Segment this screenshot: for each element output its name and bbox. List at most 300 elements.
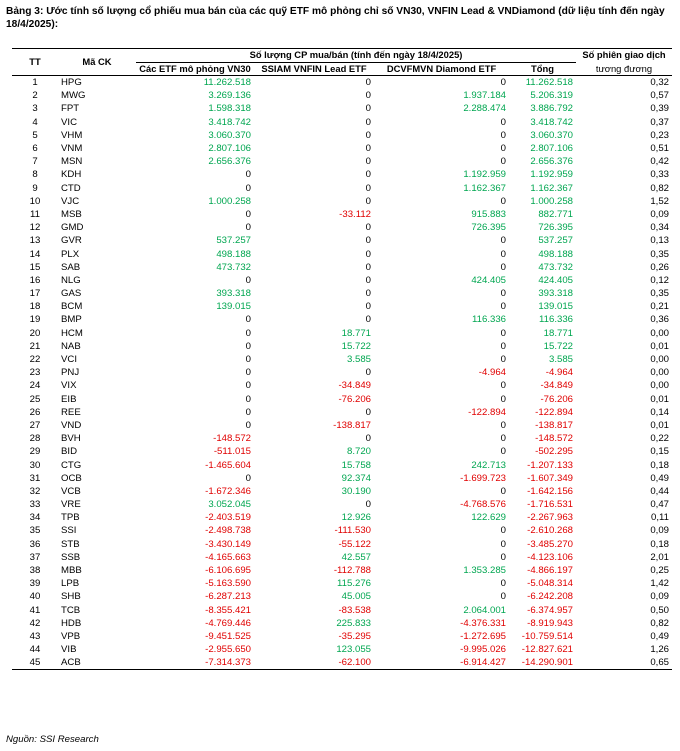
cell-tong: -10.759.514 [521, 630, 573, 642]
cell-tt: 23 [29, 367, 41, 379]
table-row [12, 393, 672, 406]
cell-sessions: 0,09 [650, 525, 669, 537]
cell-dcvfmvn: 0 [500, 591, 506, 603]
cell-ma-ck: CTG [61, 459, 82, 471]
table-row [12, 287, 672, 300]
header-tt: TT [12, 49, 58, 76]
table-row [12, 327, 672, 340]
cell-ssiam: 0 [365, 406, 371, 418]
cell-sessions: 0,26 [650, 261, 669, 273]
table-row [12, 485, 672, 498]
cell-tong: -1.642.156 [527, 485, 573, 497]
cell-dcvfmvn: 0 [500, 419, 506, 431]
table-row [12, 643, 672, 656]
cell-tong: -3.485.270 [527, 538, 573, 550]
cell-dcvfmvn: -122.894 [468, 406, 506, 418]
cell-ssiam: 0 [365, 182, 371, 194]
cell-tong: 3.060.370 [530, 129, 573, 141]
cell-dcvfmvn: 122.629 [471, 512, 506, 524]
cell-tong: 424.405 [538, 274, 573, 286]
cell-ma-ck: VCI [61, 354, 77, 366]
cell-tt: 30 [29, 459, 41, 471]
cell-dcvfmvn: 0 [500, 433, 506, 445]
cell-etf-vn30: -7.314.373 [136, 656, 254, 670]
cell-dcvfmvn: 0 [500, 393, 506, 405]
cell-ma-ck: VNM [61, 143, 83, 155]
cell-etf-vn30: 1.598.318 [208, 103, 251, 115]
cell-ma-ck: BID [61, 446, 77, 458]
cell-tt: 12 [29, 222, 41, 234]
cell-etf-vn30: 1.000.258 [208, 195, 251, 207]
cell-ma-ck: VRE [61, 499, 81, 511]
cell-ma-ck: VIB [61, 644, 77, 656]
table-row [12, 406, 672, 419]
cell-tt: 39 [29, 578, 41, 590]
cell-sessions: 0,35 [650, 288, 669, 300]
cell-dcvfmvn: 0 [500, 354, 506, 366]
cell-ma-ck: HDB [61, 617, 82, 629]
cell-etf-vn30: 537.257 [216, 235, 251, 247]
table-row [12, 129, 672, 142]
cell-tong: -8.919.943 [527, 617, 573, 629]
table-row [12, 300, 672, 313]
cell-ma-ck: MSN [61, 156, 83, 168]
cell-ma-ck: BVH [61, 433, 81, 445]
cell-etf-vn30: -2.498.738 [205, 525, 251, 537]
cell-ma-ck: MSB [61, 208, 82, 220]
cell-dcvfmvn: -4.964 [478, 367, 506, 379]
cell-sessions: 1,52 [650, 195, 669, 207]
cell-tt: 34 [29, 512, 41, 524]
cell-etf-vn30: -3.430.149 [205, 538, 251, 550]
cell-etf-vn30: 0 [245, 354, 251, 366]
etf-trading-table [12, 48, 672, 670]
table-row [12, 116, 672, 129]
cell-etf-vn30: 0 [245, 208, 251, 220]
cell-ssiam: 0 [365, 169, 371, 181]
cell-dcvfmvn: -9.995.026 [460, 644, 506, 656]
cell-etf-vn30: 3.418.742 [208, 116, 251, 128]
cell-sessions: 0,18 [650, 538, 669, 550]
cell-tong: -6.242.208 [527, 591, 573, 603]
cell-dcvfmvn: 0 [500, 327, 506, 339]
cell-ssiam: 0 [365, 367, 371, 379]
cell-ssiam: 18.771 [341, 327, 371, 339]
cell-ssiam: -33.112 [339, 208, 371, 220]
table-row [12, 577, 672, 590]
table-row [12, 89, 672, 102]
cell-tong: -148.572 [535, 433, 573, 445]
cell-ssiam: 0 [365, 433, 371, 445]
cell-tt: 38 [29, 565, 41, 577]
cell-sessions: 0,13 [650, 235, 669, 247]
cell-ssiam: 92.374 [341, 472, 371, 484]
header-ssiam: SSIAM VNFIN Lead ETF [254, 63, 374, 76]
cell-etf-vn30: 0 [245, 274, 251, 286]
cell-dcvfmvn: -4.376.331 [460, 617, 506, 629]
cell-ssiam: 0 [365, 103, 371, 115]
cell-ma-ck: VJC [61, 195, 80, 207]
cell-ssiam: 0 [365, 222, 371, 234]
cell-ssiam: 0 [365, 248, 371, 260]
cell-sessions: 0,47 [650, 499, 669, 511]
cell-tt: 1 [32, 77, 38, 89]
cell-sessions: 0,49 [650, 472, 669, 484]
cell-sessions: 0,00 [650, 380, 669, 392]
cell-dcvfmvn: 726.395 [471, 222, 506, 234]
table-row [12, 472, 672, 485]
cell-ma-ck: STB [61, 538, 80, 550]
cell-sessions: 0,12 [650, 274, 669, 286]
cell-sessions: 1,42 [650, 578, 669, 590]
table-row [12, 261, 672, 274]
cell-ma-ck: SAB [61, 261, 81, 273]
cell-tong: 473.732 [538, 261, 573, 273]
cell-dcvfmvn: 0 [500, 195, 506, 207]
cell-sessions: 0,50 [650, 604, 669, 616]
cell-sessions: 0,11 [651, 512, 669, 524]
cell-ssiam: 30.190 [341, 485, 371, 497]
table-row [12, 432, 672, 445]
cell-dcvfmvn: 1.353.285 [463, 565, 506, 577]
cell-sessions: 0,15 [650, 446, 669, 458]
cell-sessions: 0,35 [650, 248, 669, 260]
cell-dcvfmvn: 424.405 [471, 274, 506, 286]
cell-sessions: 0,23 [650, 129, 669, 141]
cell-etf-vn30: 3.052.045 [208, 499, 251, 511]
cell-ma-ck: TPB [61, 512, 80, 524]
table-body [12, 76, 672, 670]
cell-ssiam: 0 [365, 261, 371, 273]
cell-tong: 15.722 [543, 340, 573, 352]
cell-ma-ck: FPT [61, 103, 80, 115]
table-row [12, 538, 672, 551]
cell-ma-ck: SHB [61, 591, 81, 603]
cell-ssiam: 0 [365, 77, 371, 89]
table-row [12, 445, 672, 458]
cell-ma-ck: VIX [61, 380, 77, 392]
cell-ma-ck: GVR [61, 235, 82, 247]
cell-ssiam: 0 [365, 314, 371, 326]
cell-dcvfmvn: 0 [500, 538, 506, 550]
cell-tt: 43 [29, 630, 41, 642]
table-row [12, 182, 672, 195]
cell-etf-vn30: 0 [245, 340, 251, 352]
cell-tong: -138.817 [535, 419, 573, 431]
cell-ma-ck: TCB [61, 604, 81, 616]
cell-dcvfmvn: 0 [500, 129, 506, 141]
cell-etf-vn30: 2.807.106 [208, 143, 251, 155]
cell-etf-vn30: 3.269.136 [208, 90, 251, 102]
cell-ma-ck: HCM [61, 327, 83, 339]
cell-tt: 17 [29, 288, 41, 300]
cell-ssiam: 8.720 [346, 446, 371, 458]
cell-tt: 2 [32, 90, 38, 102]
cell-sessions: 0,82 [650, 182, 669, 194]
cell-tong: -502.295 [535, 446, 573, 458]
cell-etf-vn30: -1.465.604 [205, 459, 251, 471]
table-row [12, 221, 672, 234]
cell-ssiam: 123.055 [336, 644, 371, 656]
cell-ma-ck: PNJ [61, 367, 80, 379]
cell-etf-vn30: -8.355.421 [205, 604, 251, 616]
cell-ssiam: 15.758 [341, 459, 371, 471]
cell-tt: 8 [32, 169, 38, 181]
cell-tt: 21 [29, 340, 41, 352]
cell-tt: 32 [29, 485, 41, 497]
cell-dcvfmvn: 2.288.474 [463, 103, 506, 115]
cell-tt: 29 [29, 446, 41, 458]
table-row [12, 366, 672, 379]
cell-ssiam: -35.295 [338, 630, 371, 642]
header-ma-ck: Mã CK [58, 49, 136, 76]
table-row [12, 564, 672, 577]
cell-tong: -2.267.963 [527, 512, 573, 524]
cell-etf-vn30: -4.769.446 [205, 617, 251, 629]
cell-tong: 3.585 [548, 354, 573, 366]
cell-dcvfmvn: 1.162.367 [463, 182, 506, 194]
cell-tong: 2.656.376 [530, 156, 573, 168]
table-row [12, 511, 672, 524]
cell-dcvfmvn: 0 [500, 446, 506, 458]
table-row [12, 155, 672, 168]
table-row [12, 234, 672, 247]
cell-ssiam: 0 [365, 274, 371, 286]
header-sessions-line1: Số phiên giao dịch [576, 49, 672, 63]
cell-sessions: 0,00 [650, 367, 669, 379]
cell-dcvfmvn: 0 [500, 261, 506, 273]
cell-dcvfmvn: 0 [500, 485, 506, 497]
cell-etf-vn30: 0 [245, 314, 251, 326]
cell-sessions: 0,82 [650, 617, 669, 629]
cell-ma-ck: MWG [61, 90, 86, 102]
cell-tt: 15 [29, 261, 41, 273]
table-row [12, 142, 672, 155]
table-row [12, 498, 672, 511]
cell-ma-ck: MBB [61, 565, 82, 577]
cell-dcvfmvn: 0 [500, 156, 506, 168]
cell-ma-ck: LPB [61, 578, 80, 590]
cell-dcvfmvn: 1.937.184 [463, 90, 506, 102]
table-row [12, 247, 672, 260]
cell-tong: -76.206 [540, 393, 573, 405]
cell-etf-vn30: -6.287.213 [205, 591, 251, 603]
cell-etf-vn30: 498.188 [216, 248, 251, 260]
table-title: Bảng 3: Ước tính số lượng cổ phiếu mua bán của các quỹ ETF mô phỏng chỉ số VN30, VNFIN Lead & VNDiamond (dữ liệu tính đến ngày 18/4/2025): [6, 6, 665, 30]
cell-etf-vn30: -148.572 [213, 433, 251, 445]
header-group: Số lượng CP mua/bán (tính đến ngày 18/4/2025) [136, 49, 576, 63]
cell-tt: 36 [29, 538, 41, 550]
cell-ma-ck: CTD [61, 182, 81, 194]
cell-sessions: 0,14 [650, 406, 669, 418]
cell-sessions: 0,21 [650, 301, 669, 313]
cell-ma-ck: KDH [61, 169, 82, 181]
cell-etf-vn30: 0 [245, 182, 251, 194]
cell-ssiam: -111.530 [334, 525, 371, 537]
cell-sessions: 2,01 [650, 551, 669, 563]
cell-tong: -4.964 [545, 367, 573, 379]
table-row [12, 656, 672, 670]
table-row [12, 208, 672, 221]
cell-ssiam: 0 [365, 156, 371, 168]
cell-tt: 16 [29, 274, 41, 286]
cell-ma-ck: VND [61, 419, 82, 431]
cell-ssiam: 12.926 [341, 512, 371, 524]
cell-etf-vn30: -5.163.590 [205, 578, 251, 590]
table-row [12, 168, 672, 181]
cell-ma-ck: GAS [61, 288, 82, 300]
cell-etf-vn30: 0 [245, 169, 251, 181]
cell-tong: 5.206.319 [530, 90, 573, 102]
cell-tt: 10 [29, 195, 41, 207]
cell-etf-vn30: -4.165.663 [205, 551, 251, 563]
cell-dcvfmvn: 0 [500, 235, 506, 247]
cell-dcvfmvn: 0 [500, 380, 506, 392]
cell-ssiam: 0 [365, 195, 371, 207]
cell-tt: 19 [29, 314, 41, 326]
cell-ssiam: 0 [365, 116, 371, 128]
cell-etf-vn30: -9.451.525 [205, 630, 251, 642]
cell-tt: 35 [29, 525, 41, 537]
cell-ssiam: 0 [365, 235, 371, 247]
cell-tt: 13 [29, 235, 41, 247]
table-row [12, 524, 672, 537]
cell-sessions: 0,39 [650, 103, 669, 115]
cell-ssiam: 42.557 [341, 551, 371, 563]
table-row [12, 590, 672, 603]
cell-tong: 498.188 [538, 248, 573, 260]
cell-ma-ck: GMD [61, 222, 84, 234]
cell-tong: -4.866.197 [527, 565, 573, 577]
table-row [12, 195, 672, 208]
cell-dcvfmvn: 0 [500, 340, 506, 352]
cell-dcvfmvn: 0 [500, 301, 506, 313]
cell-sessions: 0,32 [650, 77, 669, 89]
table-row [12, 379, 672, 392]
cell-sessions: 0,34 [650, 222, 669, 234]
cell-tong: 116.336 [539, 314, 573, 326]
cell-ma-ck: VPB [61, 630, 81, 642]
cell-etf-vn30: -6.106.695 [205, 565, 251, 577]
cell-tong: -4.123.106 [527, 551, 573, 563]
cell-etf-vn30: -511.015 [213, 446, 251, 458]
cell-tong: -34.849 [540, 380, 573, 392]
cell-ssiam: -83.538 [338, 604, 371, 616]
cell-ma-ck: NAB [61, 340, 81, 352]
cell-sessions: 0,51 [650, 143, 669, 155]
cell-ssiam: 0 [365, 301, 371, 313]
cell-tt: 9 [32, 182, 38, 194]
cell-tong: 139.015 [538, 301, 573, 313]
cell-sessions: 0,01 [650, 393, 669, 405]
cell-dcvfmvn: -1.699.723 [460, 472, 506, 484]
header-tong: Tổng [509, 63, 576, 76]
table-row [12, 617, 672, 630]
cell-etf-vn30: 393.318 [216, 288, 251, 300]
cell-dcvfmvn: 0 [500, 143, 506, 155]
cell-ssiam: -138.817 [333, 419, 371, 431]
cell-tong: 1.000.258 [530, 195, 573, 207]
cell-ma-ck: SSI [61, 525, 77, 537]
cell-etf-vn30: 139.015 [216, 301, 251, 313]
cell-etf-vn30: 2.656.376 [208, 156, 251, 168]
cell-sessions: 0,36 [650, 314, 669, 326]
cell-ssiam: 0 [365, 288, 371, 300]
cell-tt: 28 [29, 433, 41, 445]
cell-tt: 26 [29, 406, 41, 418]
table-row [12, 353, 672, 366]
cell-ssiam: 115.276 [337, 578, 371, 590]
cell-dcvfmvn: -1.272.695 [460, 630, 506, 642]
cell-etf-vn30: 0 [245, 367, 251, 379]
cell-dcvfmvn: 0 [500, 288, 506, 300]
cell-ssiam: 0 [365, 499, 371, 511]
cell-ssiam: -62.100 [254, 656, 374, 670]
cell-sessions: 0,09 [650, 591, 669, 603]
cell-ma-ck: ACB [58, 656, 136, 670]
cell-ma-ck: PLX [61, 248, 80, 260]
header-etf-vn30: Các ETF mô phỏng VN30 [136, 63, 254, 76]
cell-ma-ck: VHM [61, 129, 83, 141]
header-sessions-line2: tương đương [576, 63, 672, 76]
cell-tt: 45 [12, 656, 58, 670]
cell-etf-vn30: 0 [245, 419, 251, 431]
table-row [12, 76, 672, 90]
table-row [12, 551, 672, 564]
cell-ssiam: -76.206 [338, 393, 371, 405]
cell-dcvfmvn: 0 [500, 525, 506, 537]
cell-sessions: 0,42 [650, 156, 669, 168]
table-row [12, 274, 672, 287]
table-row [12, 419, 672, 432]
cell-tong: -1.207.133 [527, 459, 573, 471]
cell-etf-vn30: 0 [245, 393, 251, 405]
cell-tong: -2.610.268 [527, 525, 573, 537]
table-row [12, 458, 672, 471]
table-row [12, 340, 672, 353]
cell-ma-ck: OCB [61, 472, 82, 484]
cell-tong: 726.395 [538, 222, 573, 234]
cell-tong: 882.771 [538, 208, 573, 220]
cell-ma-ck: VIC [61, 116, 77, 128]
cell-tong: 18.771 [543, 327, 573, 339]
table-row [12, 604, 672, 617]
cell-dcvfmvn: 1.192.959 [463, 169, 506, 181]
cell-dcvfmvn: 0 [500, 77, 506, 89]
cell-etf-vn30: 0 [245, 472, 251, 484]
cell-etf-vn30: 0 [245, 222, 251, 234]
cell-etf-vn30: 11.262.518 [203, 77, 251, 89]
cell-dcvfmvn: 0 [500, 116, 506, 128]
cell-dcvfmvn: 242.713 [471, 459, 506, 471]
cell-dcvfmvn: 915.883 [471, 208, 506, 220]
cell-tt: 4 [32, 116, 38, 128]
cell-sessions: 0,33 [650, 169, 669, 181]
cell-tong: 3.886.792 [530, 103, 573, 115]
cell-ma-ck: EIB [61, 393, 77, 405]
cell-tong: -122.894 [535, 406, 573, 418]
cell-ssiam: 15.722 [341, 340, 371, 352]
cell-tong: 393.318 [538, 288, 573, 300]
cell-sessions: 0,25 [650, 565, 669, 577]
cell-tt: 14 [29, 248, 41, 260]
cell-tt: 5 [32, 129, 38, 141]
cell-sessions: 0,49 [650, 630, 669, 642]
cell-ssiam: 3.585 [346, 354, 371, 366]
cell-ssiam: -55.122 [338, 538, 371, 550]
cell-tong: 11.262.518 [525, 77, 573, 89]
cell-sessions: 0,18 [650, 459, 669, 471]
